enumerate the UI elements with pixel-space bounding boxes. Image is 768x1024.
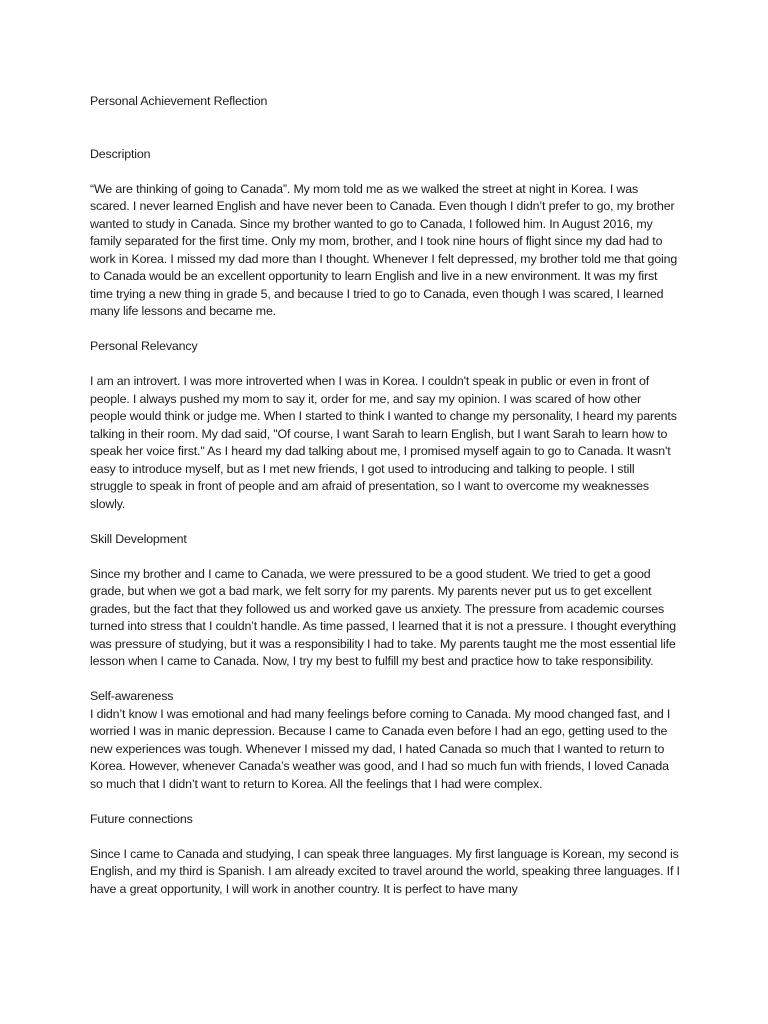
section-heading-skill-development: Skill Development (90, 531, 187, 546)
section-body-skill-development: Since my brother and I came to Canada, we were pressured to be a good student. We tried to get a good grade, but when we got a bad mark, we felt sorry for my parents. My parents never put us to get excellent grades, but the fact that they followed us and worked gave us anxiety. The pressure from academic courses turned into stress that I couldn’t handle. As time passed, I learned that it is not a pressure. I thought everything was pressure of studying, but it was a responsibility I had to take. My parents taught me the most essential life lesson when I came to Canada. Now, I try my best to fulfill my best and practice how to take responsibility. (90, 566, 676, 668)
section-heading-description: Description (90, 146, 151, 161)
section-heading-future-connections: Future connections (90, 811, 193, 826)
section-heading-self-awareness: Self-awareness (90, 689, 174, 703)
section-body-description: “We are thinking of going to Canada”. My mom told me as we walked the street at night in Korea. I was scared. I never learned English and have never been to Canada. Even though I didn’t prefer to go, my brother wanted to study in Canada. Since my brother wanted to go to Canada, I followed him. In August 2016, my family separated for the first time. Only my mom, brother, and I took nine hours of flight since my dad had to work in Korea. I missed my dad more than I thought. Whenever I felt depressed, my brother told me that going to Canada would be an excellent opportunity to learn English and live in a new environment. It was my first time trying a new thing in grade 5, and because I tried to go to Canada, even though I was scared, I learned many life lessons and became me. (90, 181, 678, 318)
section-heading-personal-relevancy: Personal Relevancy (90, 339, 198, 353)
document-content (90, 93, 680, 916)
section-body-personal-relevancy: I am an introvert. I was more introverted when I was in Korea. I couldn't speak in public or even in front of people. I always pushed my mom to say it, order for me, and say my opinion. I was scared of how other people would think or judge me. When I started to think I wanted to change my personality, I heard my parents talking in their room. My dad said, "Of course, I want Sarah to learn English, but I want Sarah to learn how to speak her voice first." As I heard my dad talking about me, I promised myself again to go to Canada. It wasn't easy to introduce myself, but as I met new friends, I got used to introducing and talking to people. I still struggle to speak in front of people and am afraid of presentation, so I want to overcome my weaknesses slowly. (90, 374, 677, 511)
section-body-self-awareness: I didn’t know I was emotional and had many feelings before coming to Canada. My mood changed fast, and I worried I was in manic depression. Because I came to Canada even before I had an ego, getting used to the new experiences was tough. Whenever I missed my dad, I hated Canada so much that I wanted to return to Korea. However, whenever Canada’s weather was good, and I had so much fun with friends, I loved Canada so much that I didn’t want to return to Korea. All the feelings that I had were complex. (90, 706, 671, 791)
section-body-future-connections: Since I came to Canada and studying, I can speak three languages. My first language is Korean, my second is English, and my third is Spanish. I am already excited to travel around the world, speaking three languages. If I have a great opportunity, I will work in another country. It is perfect to have many (90, 846, 680, 896)
document-title: Personal Achievement Reflection (90, 94, 268, 108)
